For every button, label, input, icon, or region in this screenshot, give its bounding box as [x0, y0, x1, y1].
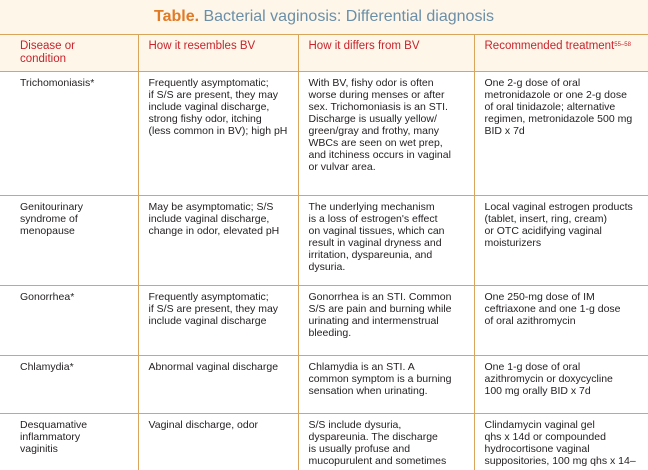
table-row [0, 356, 648, 414]
cell-treatment: Clindamycin vaginal gel qhs x 14d or compounded hydrocortisone vaginal suppositories, 100 mg qhs x 14– [474, 414, 648, 470]
table-title-text: Bacterial vaginosis: Differential diagnosis [203, 8, 495, 25]
table-row [0, 286, 648, 356]
cell-treatment: Local vaginal estrogen products (tablet, insert, ring, cream) or OTC acidifying vaginal moisturizers [474, 196, 648, 286]
cell-treatment: One 250-mg dose of IM ceftriaxone and one 1-g dose of oral azithromycin [474, 286, 648, 356]
header-resembles: How it resembles BV [138, 35, 298, 72]
table-title [0, 0, 648, 35]
header-differs: How it differs from BV [298, 35, 474, 72]
cell-condition: Desquamative inflammatory vaginitis [0, 414, 138, 470]
differential-diagnosis-table [0, 35, 648, 470]
table-title-prefix: Table. [153, 8, 200, 25]
header-treatment: Recommended treatment$^{55-58}$ [474, 35, 648, 72]
table-row [0, 72, 648, 196]
cell-resembles: Vaginal discharge, odor [138, 414, 298, 470]
treatment-reference: 55–58 [614, 42, 631, 48]
cell-differs: With BV, fishy odor is often worse during menses or after sex. Trichomoniasis is an STI. Discharge is usually yellow/ green/gray and frothy, many WBCs are seen on wet prep, and itchiness occurs in vaginal or vulvar area. [298, 72, 474, 196]
cell-condition: Trichomoniasis* [0, 72, 138, 196]
table-row [0, 196, 648, 286]
cell-treatment: One 2-g dose of oral metronidazole or one 2-g dose of oral tinidazole; alternative regimen, metronidazole 500 mg BID x 7d [474, 72, 648, 196]
cell-differs: Chlamydia is an STI. A common symptom is a burning sensation when urinating. [298, 356, 474, 414]
cell-condition: Gonorrhea* [0, 286, 138, 356]
cell-resembles: Abnormal vaginal discharge [138, 356, 298, 414]
cell-resembles: Frequently asymptomatic; if S/S are present, they may include vaginal discharge, strong fishy odor, itching (less common in BV); high pH [138, 72, 298, 196]
cell-differs: The underlying mechanism is a loss of estrogen's effect on vaginal tissues, which can result in vaginal dryness and irritation, dyspareunia, and dysuria. [298, 196, 474, 286]
cell-resembles: Frequently asymptomatic; if S/S are present, they may include vaginal discharge [138, 286, 298, 356]
cell-treatment: One 1-g dose of oral azithromycin or doxycycline 100 mg orally BID x 7d [474, 356, 648, 414]
cell-resembles: May be asymptomatic; S/S include vaginal discharge, change in odor, elevated pH [138, 196, 298, 286]
cell-condition: Chlamydia* [0, 356, 138, 414]
cell-differs: Gonorrhea is an STI. Common S/S are pain and burning while urinating and intermenstrual bleeding. [298, 286, 474, 356]
cell-differs: S/S include dysuria, dyspareunia. The discharge is usually profuse and mucopurulent and sometimes [298, 414, 474, 470]
header-row [0, 35, 648, 72]
table-row [0, 414, 648, 470]
cell-condition: Genitourinary syndrome of menopause [0, 196, 138, 286]
header-disease: Disease or condition [0, 35, 138, 72]
